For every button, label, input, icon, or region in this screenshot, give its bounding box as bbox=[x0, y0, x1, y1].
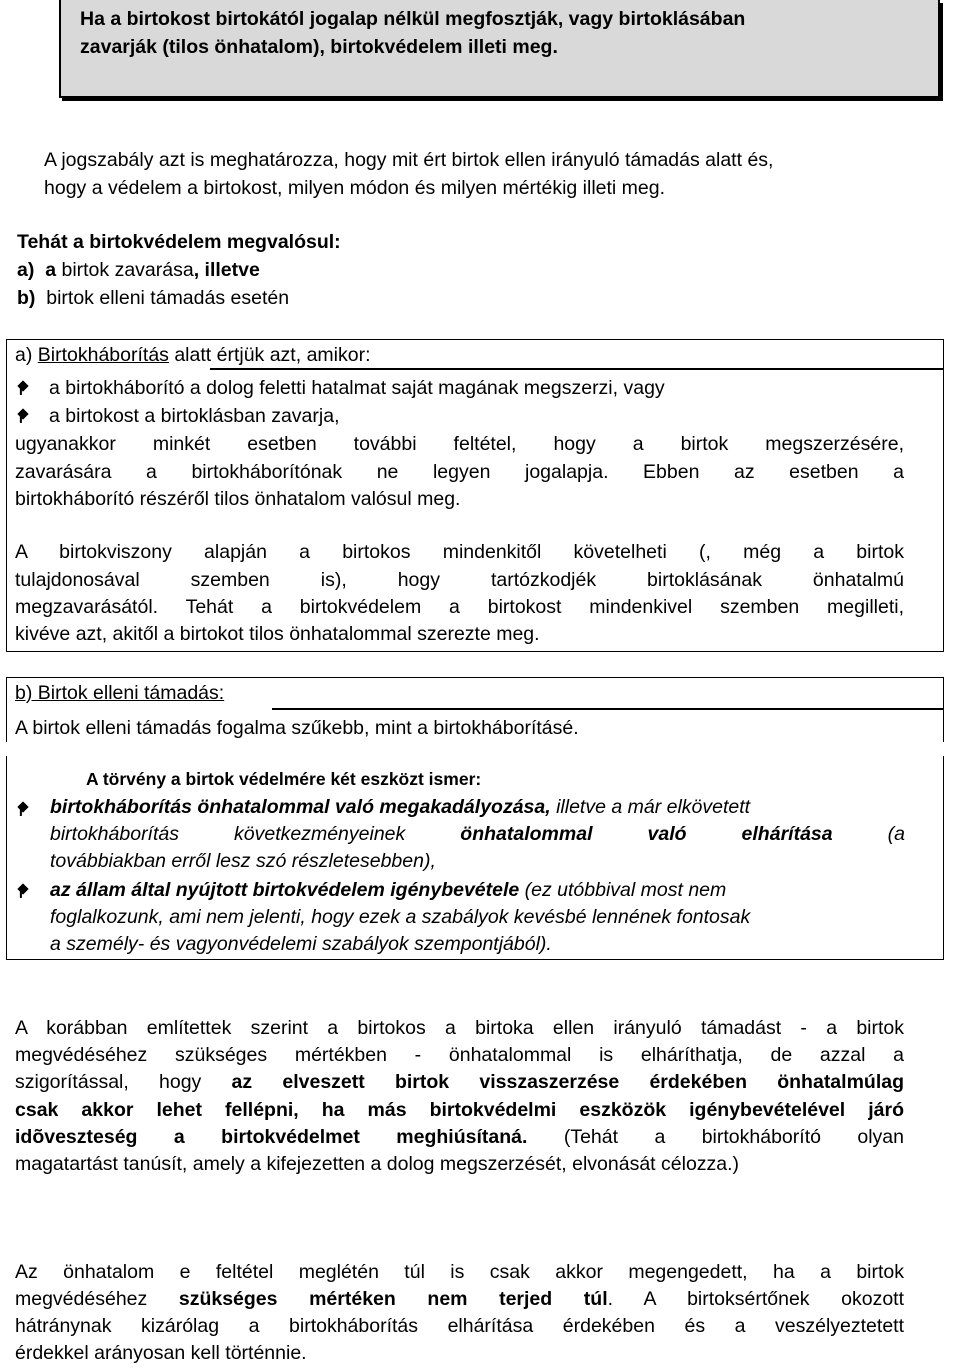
item-label: b) bbox=[17, 287, 36, 309]
heading-prefix: a) bbox=[15, 344, 38, 366]
item-text: birtok zavarása bbox=[61, 259, 194, 281]
item-tail: , illetve bbox=[193, 259, 260, 281]
limit-line-3: hátránynak kizárólag a birtokháborítás elhárítása érdekében és a veszélyeztetett bbox=[15, 1315, 904, 1337]
section-b-rule bbox=[272, 708, 943, 710]
means-item-2-line-3: a személy- és vagyonvédelemi szabályok szempontjából). bbox=[50, 933, 552, 955]
section-a-p1-line-2: zavarására a birtokháborítónak ne legyen jogalapja. Ebben az esetben a bbox=[15, 461, 904, 483]
means-item-2-rest: (ez utóbbival most nem bbox=[519, 879, 727, 901]
text: . A birtoksértőnek okozott bbox=[607, 1288, 905, 1310]
text-bold: szükséges mértéken nem terjed túl bbox=[178, 1288, 608, 1310]
realization-item-a bbox=[17, 257, 260, 285]
text: szigorítással, hogy bbox=[15, 1071, 232, 1093]
means-item-2-line-2: foglalkozunk, ami nem jelenti, hogy ezek a szabályok kevésbé lennének fontosak bbox=[50, 906, 751, 928]
section-a-p2-line-3: megzavarásától. Tehát a birtokvédelem a birtokost mindenkivel szemben megilleti, bbox=[15, 596, 904, 618]
section-a-p1-line-1: ugyanakkor minkét esetben további feltétel, hogy a birtok megszerzésére, bbox=[15, 433, 904, 455]
word: birtokháborítás bbox=[50, 823, 179, 845]
earlier-line-4: csak akkor lehet fellépni, ha más birtokvédelmi eszközök igénybevételével járó bbox=[15, 1099, 904, 1121]
item-text-bold: a bbox=[45, 259, 57, 281]
means-item-1-line-3: továbbiakban erről lesz szó részletesebben), bbox=[50, 850, 436, 872]
heading-suffix: alatt értjük azt, amikor: bbox=[168, 344, 371, 366]
word: (a bbox=[887, 823, 905, 845]
word: önhatalommal bbox=[460, 823, 593, 845]
means-item-2-bold: az állam által nyújtott birtokvédelem igénybevétele bbox=[50, 879, 520, 901]
intro-line-2: hogy a védelem a birtokost, milyen módon és milyen mértékig illeti meg. bbox=[44, 177, 666, 199]
section-a-p2-line-2: tulajdonosával szemben is), hogy tartózkodjék birtoklásának önhatalmú bbox=[15, 569, 904, 591]
section-a-heading bbox=[15, 342, 371, 370]
means-item-1-bold: birtokháborítás önhatalommal való megakadályozása, bbox=[50, 796, 551, 818]
means-title: A törvény a birtok védelmére két eszközt ismer: bbox=[86, 769, 482, 789]
section-b-top-border bbox=[6, 677, 943, 678]
earlier-line-3 bbox=[15, 1069, 904, 1097]
heading-term: Birtokháborítás bbox=[37, 344, 169, 366]
item-label: a) bbox=[17, 259, 35, 281]
earlier-line-6: magatartást tanúsít, amely a kifejezetten a dolog megszerzését, elvonását célozza.) bbox=[15, 1153, 740, 1175]
highlight-line-2: zavarják (tilos önhatalom), birtokvédelem illeti meg. bbox=[80, 36, 558, 58]
word: való bbox=[647, 823, 687, 845]
realization-title: Tehát a birtokvédelem megvalósul: bbox=[17, 231, 341, 253]
realization-item-b bbox=[17, 285, 289, 313]
section-a-p1-line-3: birtokháborító részéről tilos önhatalom valósul meg. bbox=[15, 488, 461, 510]
text: megvédéséhez bbox=[15, 1288, 179, 1310]
word: következményeinek bbox=[234, 823, 406, 845]
section-a-p2-line-4: kivéve azt, akitől a birtokot tilos önhatalommal szerezte meg. bbox=[15, 623, 540, 645]
section-b-heading: b) Birtok elleni támadás: bbox=[15, 682, 225, 704]
earlier-line-1: A korábban említettek szerint a birtokos a birtoka ellen irányuló támadást - a birtok bbox=[15, 1017, 904, 1039]
text: (Tehát a birtokháborító olyan bbox=[527, 1126, 904, 1148]
word: elhárítása bbox=[741, 823, 833, 845]
earlier-line-5 bbox=[15, 1124, 904, 1152]
means-item-1-rest: illetve a már elkövetett bbox=[550, 796, 751, 818]
limit-line-4: érdekkel arányosan kell történnie. bbox=[15, 1342, 307, 1364]
means-item-1-line-1 bbox=[50, 794, 750, 822]
section-b-text: A birtok elleni támadás fogalma szűkebb, mint a birtokháborításé. bbox=[15, 717, 579, 739]
limit-line-1: Az önhatalom e feltétel meglétén túl is csak akkor megengedett, ha a birtok bbox=[15, 1261, 904, 1283]
text-bold: idõveszteség a birtokvédelmet meghiúsítaná. bbox=[15, 1126, 528, 1148]
item-text: birtok elleni támadás esetén bbox=[46, 287, 290, 309]
limit-line-2 bbox=[15, 1286, 904, 1314]
intro-line-1: A jogszabály azt is meghatározza, hogy mit ért birtok ellen irányuló támadás alatt és, bbox=[44, 149, 774, 171]
text-bold: az elveszett birtok visszaszerzése érdekében önhatalmúlag bbox=[231, 1071, 904, 1093]
highlight-box bbox=[59, 0, 940, 98]
highlight-line-1: Ha a birtokost birtokától jogalap nélkül megfosztják, vagy birtoklásában bbox=[80, 8, 746, 30]
section-a-p2-line-1: A birtokviszony alapján a birtokos mindenkitől követelheti (, még a birtok bbox=[15, 541, 904, 563]
means-item-1-line-2 bbox=[50, 821, 905, 849]
section-a-bullet-1: a birtokháborító a dolog feletti hatalmat saját magának megszerzi, vagy bbox=[49, 377, 665, 399]
means-item-2-line-1 bbox=[50, 877, 726, 905]
section-a-bullet-2: a birtokost a birtoklásban zavarja, bbox=[49, 405, 340, 427]
earlier-line-2: megvédéséhez szükséges mértékben - önhatalommal is elháríthatja, de azzal a bbox=[15, 1044, 904, 1066]
